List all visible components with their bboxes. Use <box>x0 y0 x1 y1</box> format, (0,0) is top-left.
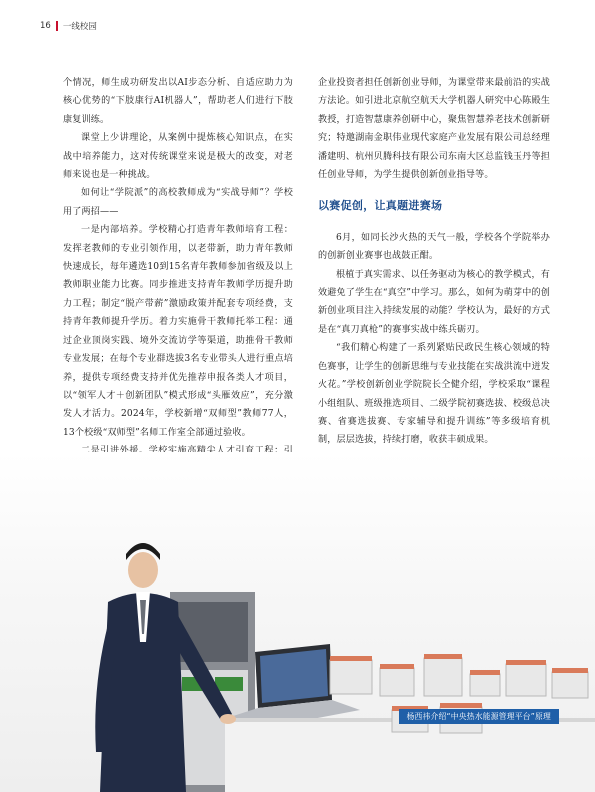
paragraph: 6月，如同长沙火热的天气一般，学校各个学院举办的创新创业赛事也战鼓正酣。 <box>318 232 550 262</box>
paragraph: 根植于真实需求、以任务驱动为核心的教学模式，有效避免了学生在“真空”中学习。那么，如何为萌芽中的创新创业项目注入持续发展的动能？学校认为，最好的方式是在“真刀真枪”的赛事实战中练兵砺刃。 <box>318 269 550 335</box>
paragraph: 课堂上少讲理论，从案例中提炼核心知识点，在实战中培养能力，这对传统课堂来说是极大的改变，对老师来说也是一种挑战。 <box>63 133 293 181</box>
paragraph: 如何让“学院派”的高校教师成为“实战导师”？学校用了两招—— <box>63 188 293 217</box>
page-number: 16 <box>40 21 51 31</box>
paragraph: 个情况，师生成功研发出以AI步态分析、自适应助力为核心优势的“下肢康行AI机器人”，帮助老人们进行下肢康复训练。 <box>63 78 293 125</box>
paragraph: 企业投资者担任创新创业导师，为课堂带来最前沿的实战方法论。如引进北京航空航天大学机器人研究中心陈殿生教授，打造智慧康养创研中心，聚焦智慧养老技术创新研究；特邀湖南金职伟业现代家庭产业发展有限公司总经理潘建明、杭州贝腾科技有限公司东南大区总监钱玉丹等担任创业导师，为学生提供创新创业指导等。 <box>318 78 550 181</box>
left-column <box>63 74 293 479</box>
section-heading: 以赛促创，让真题进赛场 <box>318 199 443 213</box>
header-divider <box>56 21 58 31</box>
section-name: 一线校园 <box>62 22 97 32</box>
photo-caption: 杨西祎介绍“中央热水能源管理平台”原理 <box>399 709 559 724</box>
page-header <box>40 19 97 33</box>
presentation-photo <box>0 452 595 792</box>
paragraph: 一是内部培养。学校精心打造青年教师培育工程：发挥老教师的专业引领作用，以老带新，助力青年教师快速成长，每年遴选10到15名青年教师参加省级及以上教师职业能力比赛。同步推进支持青年教师学历提升助力工程；制定“脱产带薪”激励政策并配套专项经费，支持青年教师提升学历。着力实施骨干教师托举工程：通过企业顶岗实践、境外交流访学等渠道，助推骨干教师专业发展；在每个专业群选拔3名专业带头人进行重点培养，提供专项经费支持并优先推荐申报各类人才项目，以“领军人才＋创新团队”模式形成“头雁效应”，充分激发人才活力。2024年，学校新增“双师型”教师77人，13个校级“双师型”名师工作室全部通过验收。 <box>63 225 293 438</box>
photo-illustration <box>0 452 595 792</box>
paragraph: “我们精心构建了一系列紧贴民政民生核心领域的特色赛事，让学生的创新思维与专业技能在实战洪流中迸发火花。”学校创新创业学院院长仝健介绍，学校采取“课程小组组队、班级推选项目、二级学院初赛选拔、校级总决赛、省赛选拔赛、专家辅导和提升训练”等多级培育机制，层层选拔，持续打磨，收获丰硕成果。 <box>318 343 550 446</box>
